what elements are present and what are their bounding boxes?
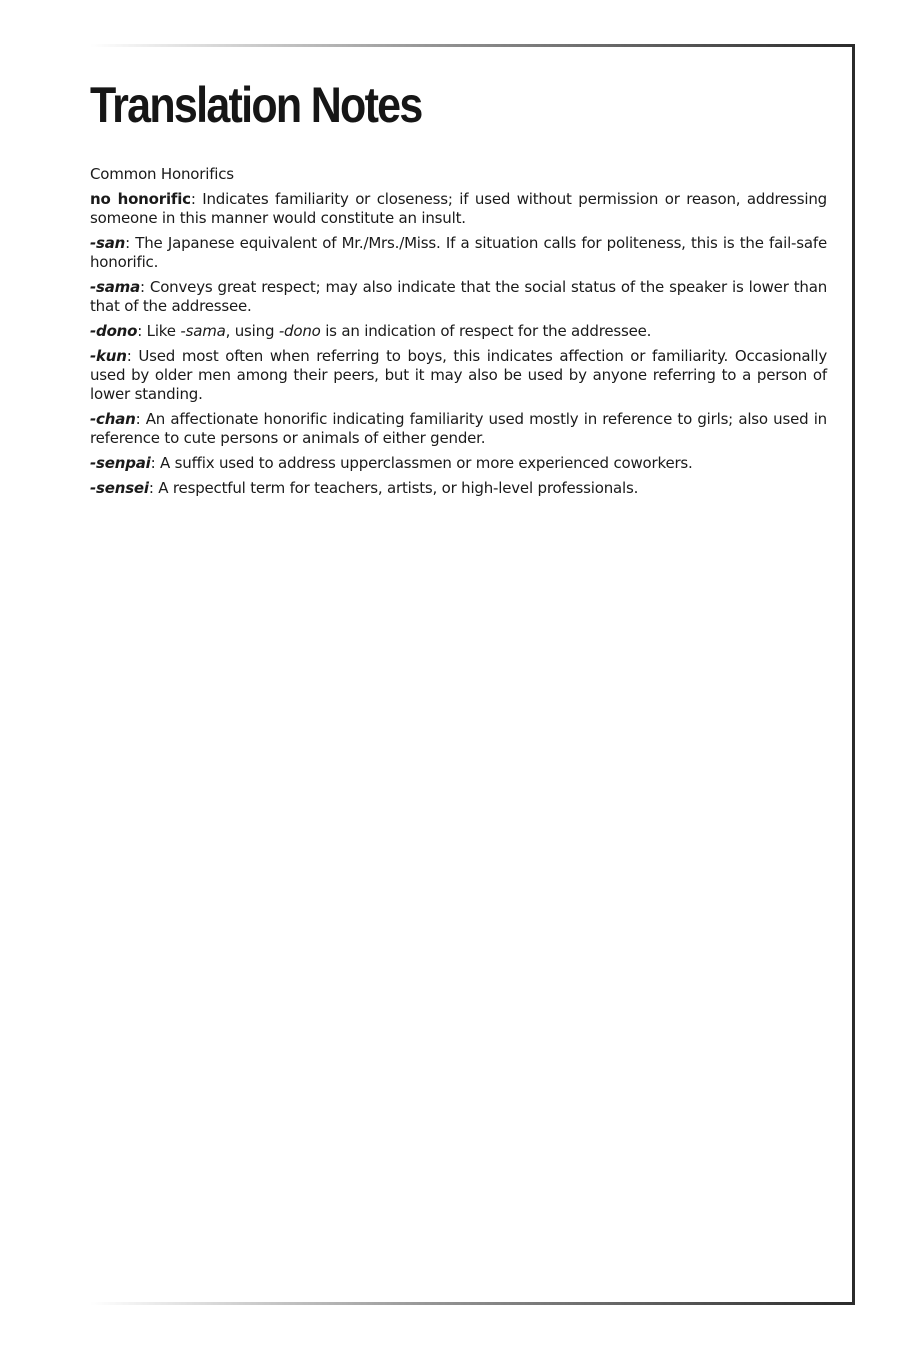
page-title: Translation Notes [90,77,422,133]
entry-term: no honorific [90,190,191,208]
page-frame-right-border [852,45,855,1305]
honorifics-list [90,165,827,504]
entry-definition: : Indicates familiarity or closeness; if used without permission or reason, addressing someone in this manner would constitute an insult. [90,190,828,227]
page-frame-top-border [90,44,855,47]
entry-term: -sama [90,278,141,296]
entry-sama [90,278,827,316]
entry-definition: : The Japanese equivalent of Mr./Mrs./Miss. If a situation calls for politeness, this is the fail-safe honorific. [90,234,827,271]
entry-definition: : Used most often when referring to boys, this indicates affection or familiarity. Occasionally used by older men among their peers, but it may also be used by anyone referring to a person of lower standing. [90,347,827,403]
entry-senpai [90,454,827,473]
entry-term: -chan [90,410,136,428]
entry-no-honorific [90,190,827,228]
entry-san [90,234,827,272]
entry-term: -sensei [90,479,149,497]
entry-definition: : A suffix used to address upperclassmen or more experienced coworkers. [150,454,693,472]
entry-definition-italic: -sama [180,322,226,340]
entry-definition: : Conveys great respect; may also indicate that the social status of the speaker is lower than that of the addressee. [90,278,827,315]
entry-definition: : A respectful term for teachers, artists, or high-level professionals. [148,479,639,497]
entry-term: -dono [90,322,138,340]
entry-kun [90,347,827,404]
entry-chan [90,410,827,448]
entry-definition-part: : Like [137,322,181,340]
entry-definition-part: is an indication of respect for the addressee. [320,322,652,340]
entry-sensei [90,479,827,498]
entry-definition-part: , using [225,322,279,340]
entry-term: -san [90,234,126,252]
entry-term: -senpai [90,454,151,472]
entry-definition: : An affectionate honorific indicating familiarity used mostly in reference to girls; also used in reference to cute persons or animals of either gender. [90,410,827,447]
entry-term: -kun [90,347,127,365]
page-frame-bottom-border [90,1302,855,1305]
entry-definition-italic: -dono [278,322,321,340]
entry-dono [90,322,827,341]
section-heading: Common Honorifics [90,165,234,183]
